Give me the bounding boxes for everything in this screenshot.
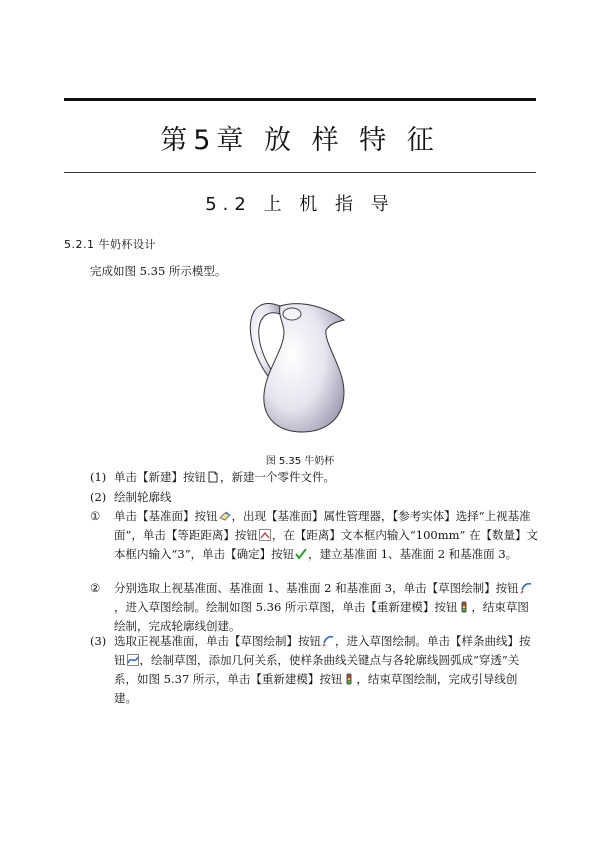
new-document-icon: [207, 470, 219, 482]
sketch-icon: [520, 581, 532, 593]
step-marker: (2): [90, 490, 107, 504]
step-marker: (1): [90, 470, 107, 484]
step-text: ，出现【基准面】属性管理器，【参考实体】选择“上视基准面”，单击【等距距离】按钮: [114, 509, 531, 542]
plane-icon: [219, 509, 231, 521]
step-text: 单击【基准面】按钮: [114, 509, 218, 523]
offset-distance-icon: [259, 528, 271, 540]
confirm-check-icon: [295, 547, 307, 559]
step-text: ，建立基准面 1、基准面 2 和基准面 3。: [308, 547, 518, 561]
step-2: [90, 488, 540, 507]
milk-jug-icon: [240, 284, 360, 434]
step-text: ，在【距离】文本框内输入“100mm” 在【数量】文本框内输入“3”，单击【确定】按钮: [114, 528, 539, 561]
rebuild-icon: [458, 600, 470, 612]
step-text: ，结束草图绘制，完成引导线创建。: [114, 672, 518, 705]
intro-text: 完成如图 5.35 所示模型。: [90, 264, 227, 278]
sketch-icon: [322, 634, 334, 646]
step-1: [90, 468, 540, 487]
step-text: 分别选取上视基准面、基准面 1、基准面 2 和基准面 3，单击【草图绘制】按钮: [114, 581, 519, 595]
step-text: ，结束草图绘制，完成轮廓线创建。: [114, 600, 529, 633]
step-marker: ②: [90, 581, 101, 595]
step-3: [90, 632, 540, 708]
step-text: ，进入草图绘制。单击【样条曲线】按钮: [114, 634, 531, 667]
step-text: ，绘制草图，添加几何关系，使样条曲线关键点与各轮廓线圆弧成“穿透”关系，如图 5.37 所示，单击【重新建模】按钮: [114, 653, 520, 686]
step-text: 单击【新建】按钮: [114, 470, 206, 484]
step-2-1: [90, 507, 540, 564]
step-text: 选取正视基准面，单击【草图绘制】按钮: [114, 634, 321, 648]
top-rule: [64, 98, 536, 101]
spline-icon: [127, 653, 139, 665]
step-text: 绘制轮廓线: [114, 490, 172, 504]
step-2-2: [90, 579, 540, 636]
section-title: 5.2 上 机 指 导: [205, 194, 395, 215]
step-text: ，进入草图绘制。绘制如图 5.36 所示草图，单击【重新建模】按钮: [114, 600, 458, 614]
step-marker: ①: [90, 509, 101, 523]
chapter-title: 第5章 放 样 特 征: [160, 125, 440, 156]
rebuild-icon: [343, 672, 355, 684]
subsection-title: 5.2.1 牛奶杯设计: [64, 238, 156, 251]
figure-caption: 图 5.35 牛奶杯: [265, 456, 335, 467]
step-marker: (3): [90, 634, 107, 648]
step-text: ，新建一个零件文件。: [220, 470, 335, 484]
chapter-rule: [64, 172, 536, 173]
